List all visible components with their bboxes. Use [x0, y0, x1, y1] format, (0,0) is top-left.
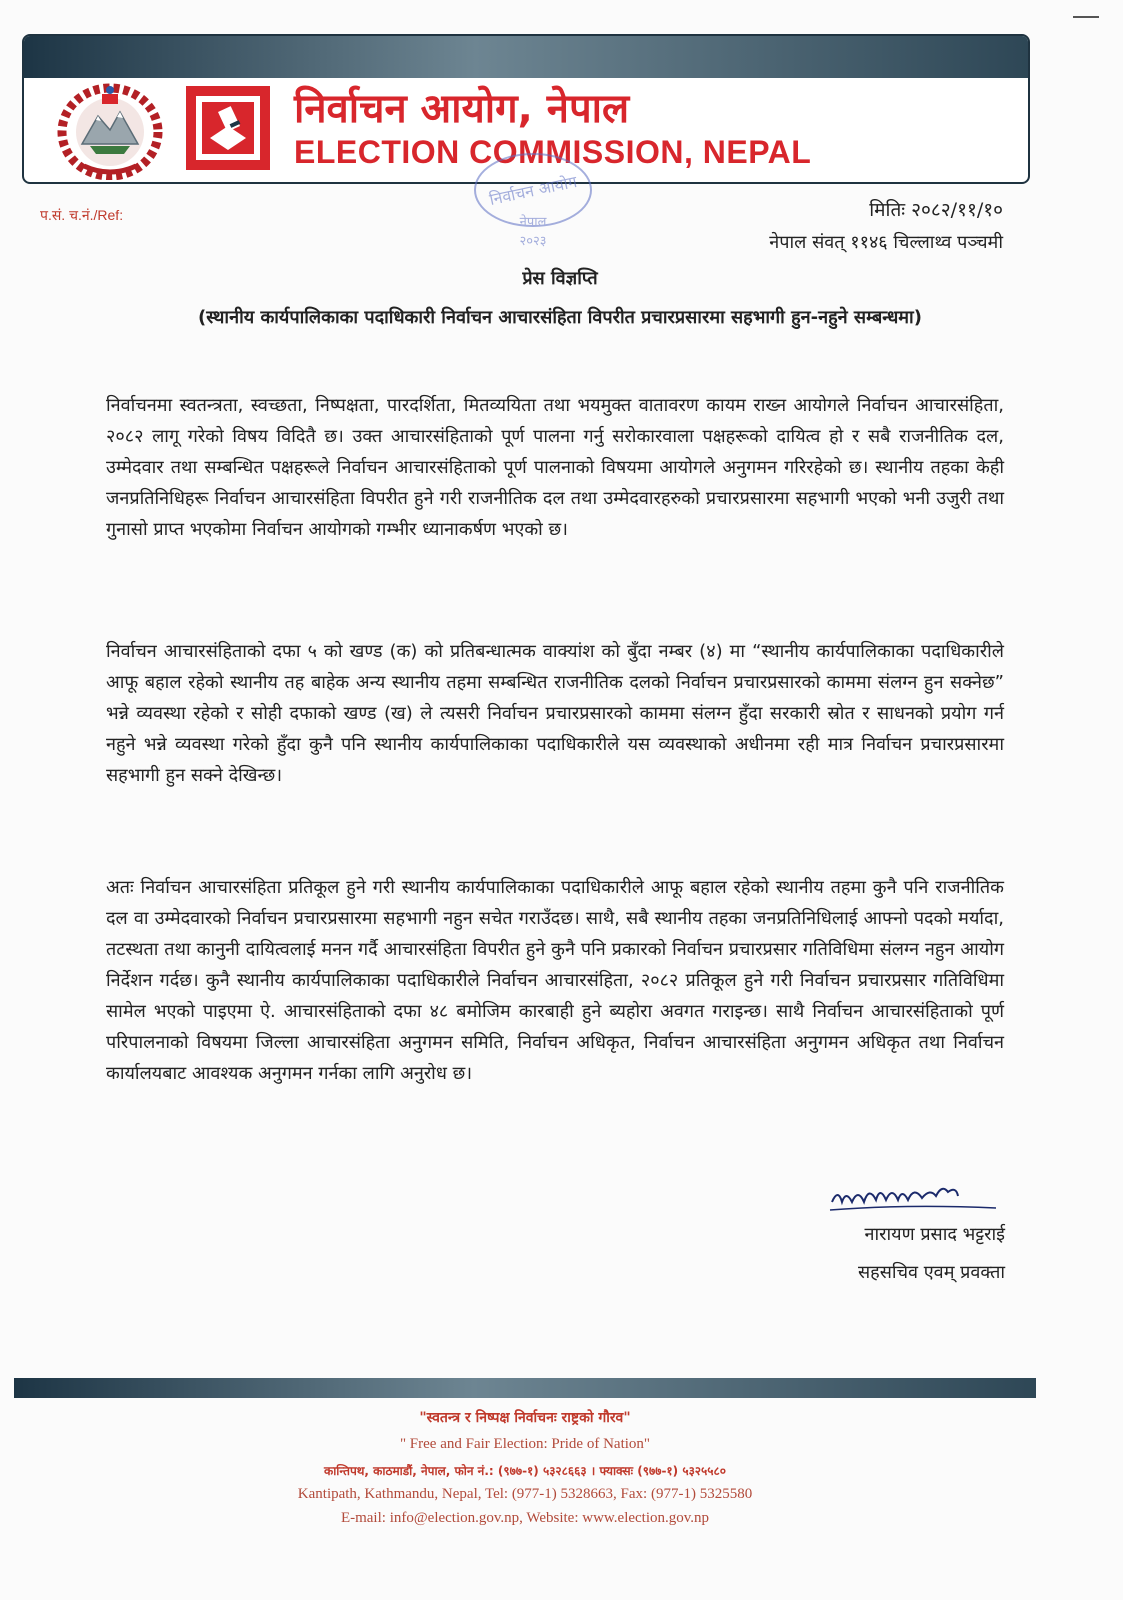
letterhead-band: [24, 36, 1028, 78]
nepal-samvat-date: नेपाल संवत् ११४६ चिल्लाथ्व पञ्चमी: [769, 232, 1003, 253]
signatory-title: सहसचिव एवम् प्रवक्ता: [858, 1262, 1005, 1283]
body-paragraph: अतः निर्वाचन आचारसंहिता प्रतिकूल हुने गरी स्थानीय कार्यपालिकाका पदाधिकारीले आफू बहाल रहेको स्थानीय तहमा कुनै पनि राजनीतिक दल वा उम्मेदवारको निर्वाचन प्रचारप्रसारमा सहभागी नहुन सचेत गराउँदछ। साथै, सबै स्थानीय तहका जनप्रतिनिधिलाई आफ्नो पदको मर्यादा, तटस्थता तथा कानुनी दायित्वलाई मनन गर्दै आचारसंहिता विपरीत हुने कुनै पनि प्रकारको निर्वाचन प्रचारप्रसार गतिविधिमा संलग्न नहुन आयोग निर्देशन गर्दछ। कुनै स्थानीय कार्यपालिकाका पदाधिकारीले निर्वाचन आचारसंहिता, २०८२ प्रतिकूल हुने गरी निर्वाचन प्रचारप्रसार गतिविधिमा सामेल भएको पाइएमा ऐ. आचारसंहिताको दफा ४८ बमोजिम कारबाही हुने ब्यहोरा अवगत गराइन्छ। साथै निर्वाचन आचारसंहिताको पूर्ण परिपालनाको विषयमा जिल्ला आचारसंहिता अनुगमन समिति, निर्वाचन अधिकृत, निर्वाचन आचारसंहिता अनुगमन अधिकृत तथा निर्वाचन कार्यालयबाट आवश्यक अनुगमन गर्नका लागि अनुरोध छ।: [106, 877, 1004, 1084]
page-edge-mark: [1073, 16, 1099, 18]
nepal-emblem-icon: [54, 82, 166, 180]
signature-image: [826, 1178, 1004, 1216]
stamp-text-line: २०२३: [519, 234, 547, 249]
page-subtitle: (स्थानीय कार्यपालिकाका पदाधिकारी निर्वाचन आचारसंहिता विपरीत प्रचारप्रसारमा सहभागी हुन-नहुने सम्बन्धमा): [198, 307, 922, 328]
ballot-box-logo-icon: [186, 86, 270, 170]
footer-slogan-english: " Free and Fair Election: Pride of Nation": [399, 1436, 651, 1452]
commission-title-english: ELECTION COMMISSION, NEPAL: [294, 134, 812, 170]
footer-band: [14, 1378, 1036, 1398]
office-stamp: [468, 150, 598, 254]
footer-address-nepali: कान्तिपथ, काठमाडौं, नेपाल, फोन नं.: (९७७-१) ५३२८६६३ । फ्याक्सः (९७७-१) ५३२५५८०: [323, 1464, 727, 1478]
page-title: प्रेस विज्ञप्ति: [522, 268, 598, 289]
letter-date: मितिः २०८२/११/१०: [869, 199, 1003, 221]
stamp-text-line: निर्वाचन आयोग: [487, 171, 579, 210]
body-paragraph: निर्वाचन आचारसंहिताको दफा ५ को खण्ड (क) को प्रतिबन्धात्मक वाक्यांश को बुँदा नम्बर (४) मा “स्थानीय कार्यपालिकाका पदाधिकारीले आफू बहाल रहेको स्थानीय तह बाहेक अन्य स्थानीय तहमा सम्बन्धित राजनीतिक दलको निर्वाचन प्रचारप्रसारको काममा संलग्न हुन सक्नेछ” भन्ने व्यवस्था रहेको र सोही दफाको खण्ड (ख) ले त्यसरी निर्वाचन प्रचारप्रसारको काममा संलग्न हुँदा सरकारी स्रोत र साधनको प्रयोग गर्न नहुने भन्ने व्यवस्था गरेको हुँदा कुनै पनि स्थानीय कार्यपालिकाका पदाधिकारीले यस व्यवस्थाको अधीनमा रही मात्र निर्वाचन प्रचारप्रसारमा सहभागी हुन सक्ने देखिन्छ।: [106, 641, 1004, 786]
ref-label: प.सं. च.नं./Ref:: [40, 207, 124, 223]
footer-contact: E-mail: info@election.gov.np, Website: www.election.gov.np: [340, 1510, 710, 1526]
commission-title-nepali: निर्वाचन आयोग, नेपाल: [294, 86, 630, 132]
signatory-name: नारायण प्रसाद भट्टराई: [864, 1224, 1005, 1245]
footer-address-english: Kantipath, Kathmandu, Nepal, Tel: (977-1) 5328663, Fax: (977-1) 5325580: [297, 1486, 753, 1502]
footer-slogan-nepali: "स्वतन्त्र र निष्पक्ष निर्वाचनः राष्ट्रको गौरव": [419, 1410, 631, 1426]
stamp-text-line: नेपाल: [519, 215, 547, 230]
body-paragraph: निर्वाचनमा स्वतन्त्रता, स्वच्छता, निष्पक्षता, पारदर्शिता, मितव्ययिता तथा भयमुक्त वातावरण कायम राख्न आयोगले निर्वाचन आचारसंहिता, २०८२ लागू गरेको विषय विदितै छ। उक्त आचारसंहिताको पूर्ण पालना गर्नु सरोकारवाला पक्षहरूको दायित्व हो र सबै राजनीतिक दल, उम्मेदवार तथा सम्बन्धित पक्षहरूले निर्वाचन आचारसंहिताको पूर्ण पालनाको विषयमा आयोगले अनुगमन गरिरहेको छ। स्थानीय तहका केही जनप्रतिनिधिहरू निर्वाचन आचारसंहिता विपरीत हुने गरी राजनीतिक दल तथा उम्मेदवारहरुको प्रचारप्रसारमा सहभागी भएको भनी उजुरी तथा गुनासो प्राप्त भएकोमा निर्वाचन आयोगको गम्भीर ध्यानाकर्षण भएको छ।: [106, 395, 1004, 540]
